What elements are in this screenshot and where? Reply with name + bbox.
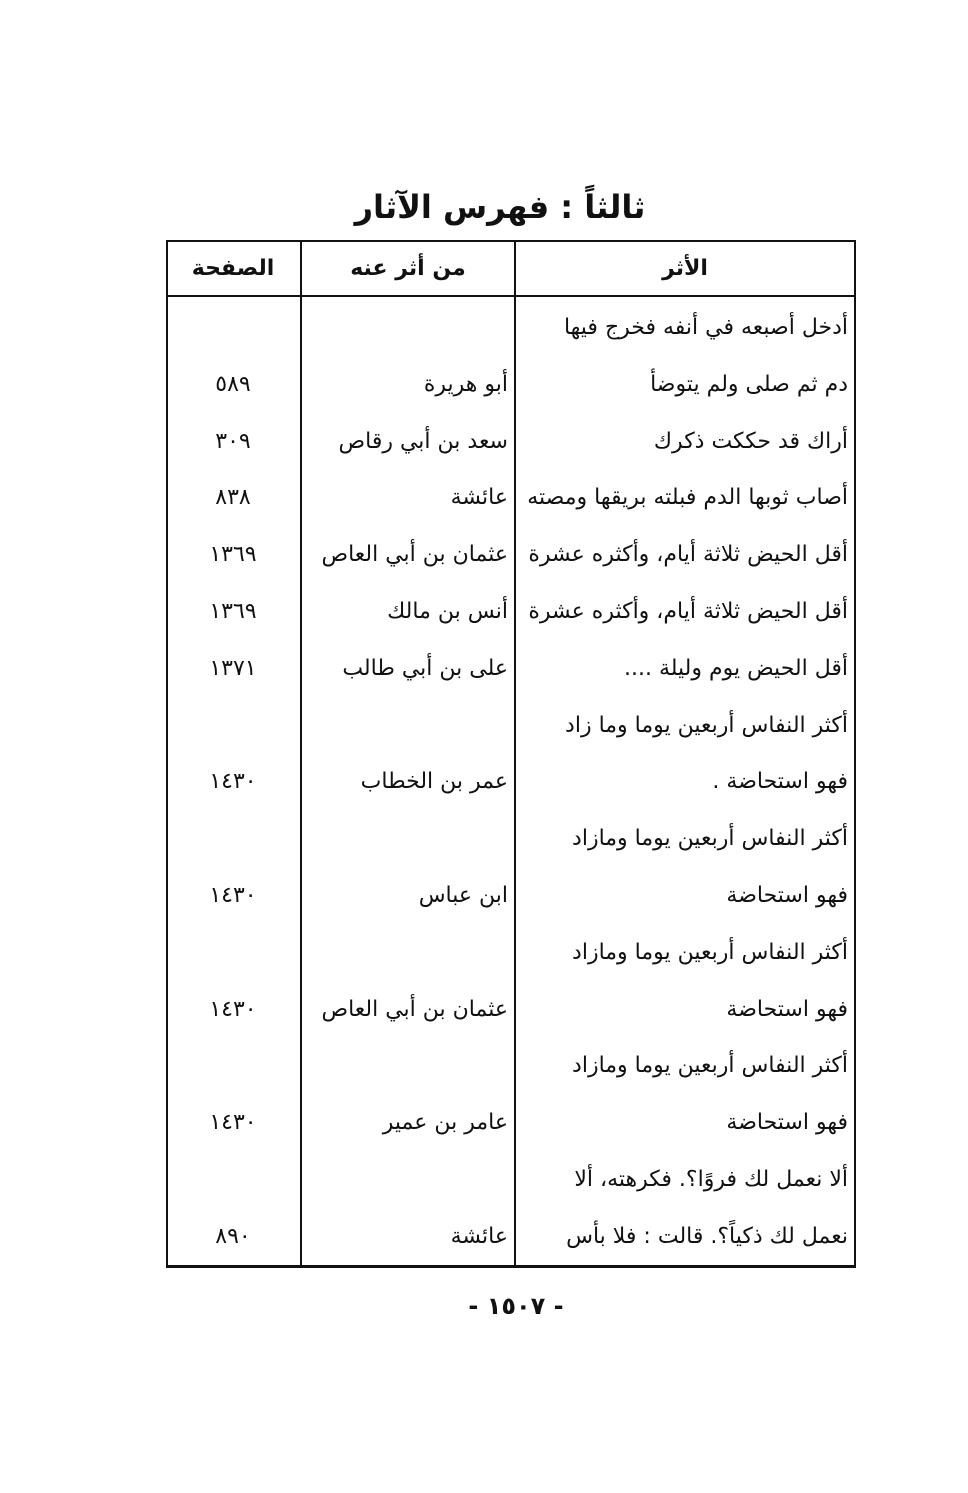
table-row [168, 1038, 854, 1095]
athar-cell: أكثر النفاس أربعين يوما ومازاد [572, 826, 848, 852]
table-row [168, 584, 854, 641]
table-row [168, 414, 854, 471]
page-cell: ١٤٣٠ [209, 882, 257, 908]
athar-index-table [166, 240, 856, 1268]
athar-cell: دم ثم صلى ولم يتوضأ [650, 371, 848, 397]
athar-cell: أدخل أصبعه في أنفه فخرج فيها [563, 315, 848, 340]
page-cell: ١٣٧١ [209, 655, 257, 681]
page-cell [166, 698, 300, 755]
page-title: ثالثاً : فهرس الآثار [354, 188, 646, 226]
source-cell: ابن عباس [418, 882, 508, 908]
page-number: - ١٥٠٧ - [468, 1292, 564, 1320]
source-cell [308, 698, 508, 755]
source-cell [308, 300, 508, 357]
source-cell: أبو هريرة [423, 371, 508, 397]
table-row [168, 357, 854, 414]
source-cell: سعد بن أبي رقاص [338, 428, 508, 454]
page-cell: ١٤٣٠ [209, 1110, 257, 1136]
source-cell: على بن أبي طالب [342, 655, 508, 681]
table-row [168, 982, 854, 1039]
table-header [168, 242, 854, 297]
athar-cell: أقل الحيض يوم وليلة .... [624, 655, 848, 681]
table-row [168, 470, 854, 527]
source-cell: عثمان بن أبي العاص [321, 542, 508, 568]
table-row [168, 868, 854, 925]
source-cell [308, 925, 508, 982]
page-cell [166, 811, 300, 868]
source-cell [308, 811, 508, 868]
table-row [168, 1209, 854, 1266]
athar-cell: ألا نعمل لك فروًا؟. فكرهته، ألا [574, 1166, 848, 1192]
source-cell: عائشة [450, 1223, 508, 1249]
page-cell: ١٤٣٠ [209, 996, 257, 1022]
page-cell [166, 300, 300, 357]
table-row [168, 300, 854, 357]
table-row [168, 641, 854, 698]
source-cell [308, 1152, 508, 1209]
athar-cell: فهو استحاضة [726, 1110, 848, 1136]
page-cell: ١٣٦٩ [209, 598, 257, 624]
athar-cell: أقل الحيض ثلاثة أيام، وأكثره عشرة [528, 598, 848, 624]
source-cell: عمر بن الخطاب [360, 769, 508, 795]
page-cell [166, 925, 300, 982]
page-cell [166, 1038, 300, 1095]
table-row [168, 698, 854, 755]
athar-cell: أراك قد حككت ذكرك [653, 428, 848, 454]
page-cell: ٨٣٨ [215, 485, 251, 511]
table-row [168, 1095, 854, 1152]
header-source: من أثر عنه [350, 256, 466, 281]
source-cell: عائشة [450, 485, 508, 511]
athar-cell: فهو استحاضة . [712, 769, 848, 795]
page-cell: ٥٨٩ [215, 371, 251, 397]
table-body [168, 300, 854, 1266]
athar-cell: أقل الحيض ثلاثة أيام، وأكثره عشرة [528, 542, 848, 568]
source-cell: عامر بن عمير [382, 1110, 508, 1136]
page-cell: ٨٩٠ [215, 1223, 251, 1249]
table-row [168, 754, 854, 811]
athar-cell: نعمل لك ذكياً؟. قالت : فلا بأس [566, 1223, 848, 1249]
page-cell [166, 1152, 300, 1209]
athar-cell: أكثر النفاس أربعين يوما ومازاد [572, 1053, 848, 1079]
table-row [168, 1152, 854, 1209]
table-row [168, 527, 854, 584]
table-row [168, 811, 854, 868]
page-cell: ١٣٦٩ [209, 542, 257, 568]
header-athar: الأثر [662, 256, 708, 281]
page-cell: ١٤٣٠ [209, 769, 257, 795]
athar-cell: فهو استحاضة [726, 882, 848, 908]
athar-cell: أصاب ثوبها الدم فبلته بريقها ومصته [527, 485, 848, 511]
page-cell: ٣٠٩ [215, 428, 251, 454]
source-cell: عثمان بن أبي العاص [321, 996, 508, 1022]
table-row [168, 925, 854, 982]
header-page: الصفحة [191, 256, 275, 281]
athar-cell: أكثر النفاس أربعين يوما وما زاد [565, 712, 848, 738]
athar-cell: فهو استحاضة [726, 996, 848, 1022]
athar-cell: أكثر النفاس أربعين يوما ومازاد [572, 939, 848, 965]
source-cell [308, 1038, 508, 1095]
source-cell: أنس بن مالك [387, 598, 508, 624]
